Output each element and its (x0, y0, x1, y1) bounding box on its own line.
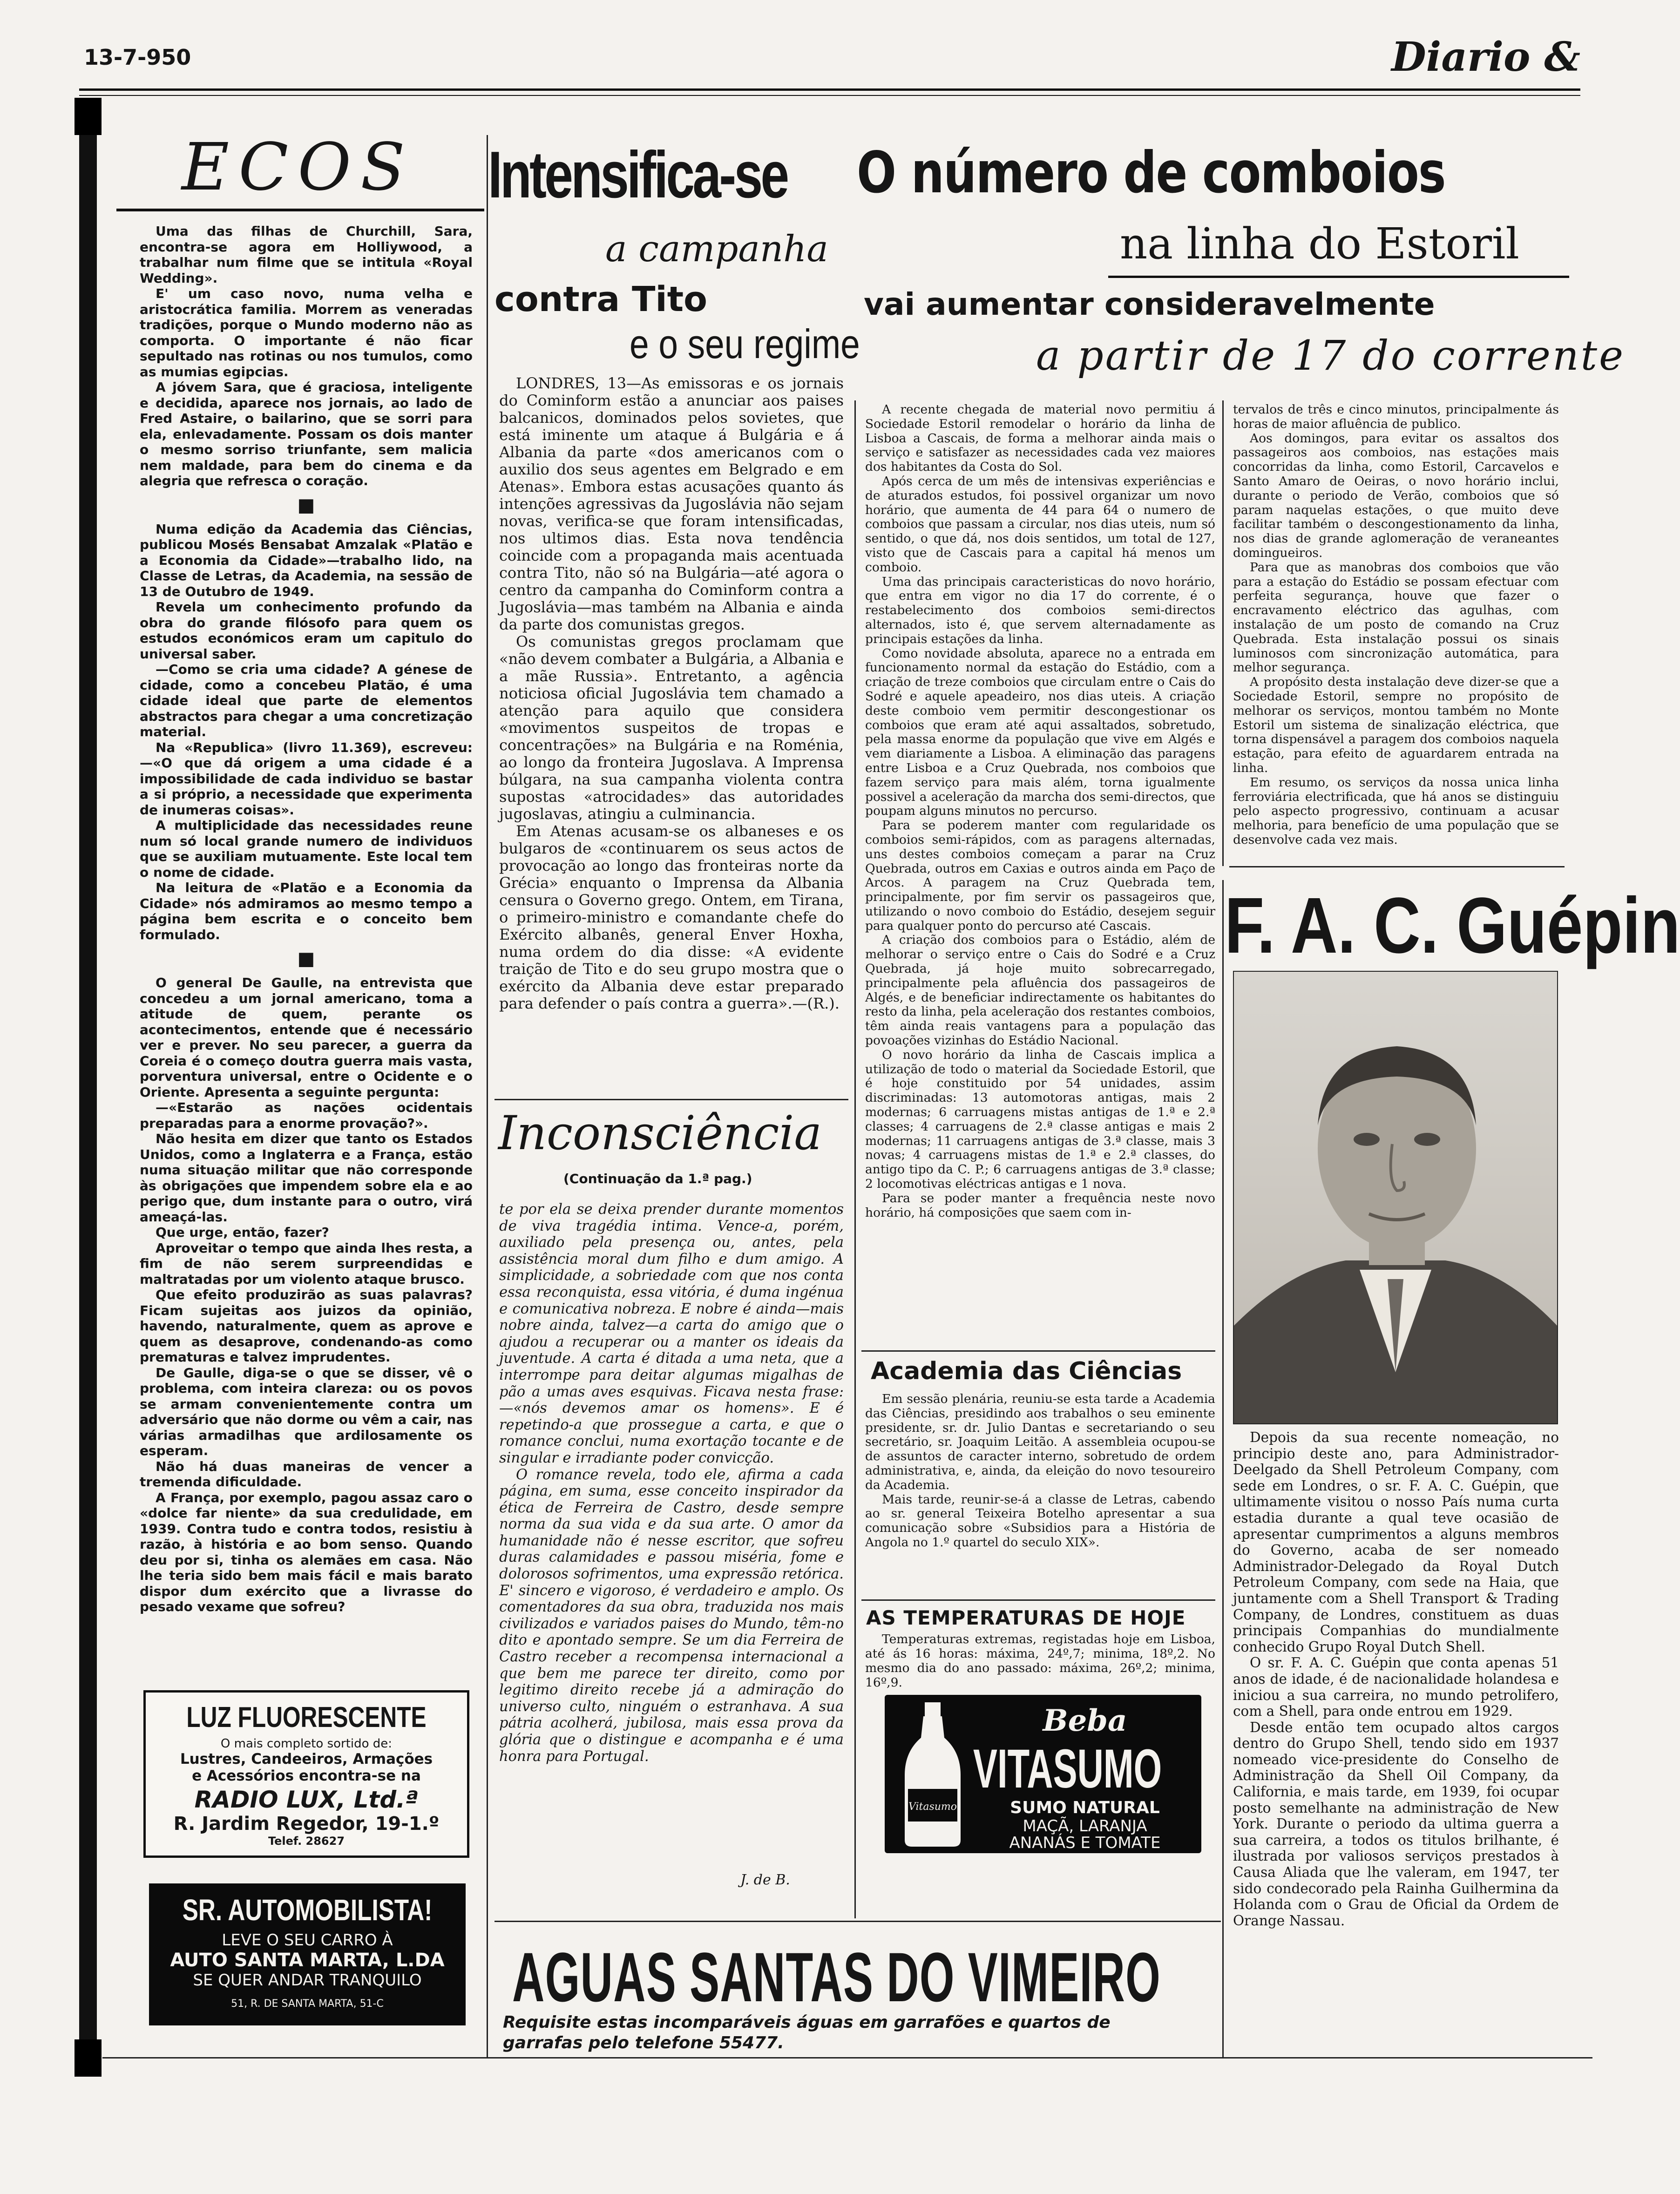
paragraph: A criação dos comboios para o Estádio, além de melhorar o serviço entre o Cais do Sodré e a Cruz Quebrada, já hoje muito sobrecarregado, principalmente pela afluência dos passageiros de Algés, e de beneficiar indirectamente os habitantes do resto da linha, pela aceleração dos restantes comboios, têm ainda reais vantagens para a população das povoações vizinhas do Estádio Nacional. (865, 933, 1215, 1048)
paragraph: O general De Gaulle, na entrevista que concedeu a um jornal americano, toma a atitude de quem, perante os acontecimentos, entende que é necessário ver e prever. No seu parecer, a guerra da Coreia é o começo doutra guerra mais vasta, porventura universal, entre o Ocidente e o Oriente. Apresenta a seguinte pergunta: (140, 975, 473, 1100)
paragraph: Revela um conhecimento profundo da obra do grande filósofo para quem os estudos económicos eram um capitulo do universal saber. (140, 599, 473, 662)
inconsciencia-article (499, 1201, 844, 1765)
paragraph: O romance revela, todo ele, afirma a cada página, em suma, esse conceito inspirador da ética de Ferreira de Castro, desde sempre norma da sua vida e da sua arte. O amor da humanidade não é nesse escritor, que sofreu duras calamidades e passou miséria, fome e dolorosos sofrimentos, uma expressão retórica. E' sincero e vigoroso, é verdadeiro e amplo. Os comentadores da sua obra, traduzida nos mais civilizados e variados paises do Mundo, têm-no dito e apontado sempre. Se um dia Ferreira de Castro receber a recompensa internacional a que bem me parece ter direito, como por legitimo direito recebe já a admiração do universo culto, ninguém o estranhava. A sua pátria acolherá, jubilosa, mais essa prova da glória que o distingue e acompanha e é uma honra para Portugal. (499, 1466, 844, 1765)
headline-inconsciencia: Inconsciência (498, 1106, 822, 1160)
left-border-bar (79, 98, 97, 2058)
paragraph: Mais tarde, reunir-se-á a classe de Letras, cabendo ao sr. general Teixeira Botelho apresentar a sua comunicação sobre «Subsidios para a História de Angola no 1.º quartel do seculo XIX». (865, 1492, 1215, 1550)
ad-line: e Acessórios encontra-se na (192, 1767, 421, 1784)
paragraph: Para se poder manter a frequência neste novo horário, há composições que saem com in- (865, 1191, 1215, 1220)
issue-date: 13-7-950 (84, 45, 191, 70)
paragraph: Para que as manobras dos comboios que vão para a estação do Estádio se possam efectuar com perfeita segurança, houve que fazer o encravamento eléctrico das agulhas, com instalação de um posto de comando na Cruz Quebrada. Esta instalação possui os sinais luminosos com sincronização automática, para melhor segurança. (1233, 560, 1559, 675)
paragraph: Em Atenas acusam-se os albaneses e os bulgaros de «continuarem os seus actos de provocação ao longo das fronteiras norte da Grécia» enquanto o Imprensa da Albania censura o Governo grego. Ontem, em Tirana, o primeiro-ministro e comandante chefe do Exército albanês, general Enver Hoxha, numa ordem do dia disse: «A evidente traição de Tito e do seu grupo mostra que o exército da Albania deve estar preparado para defender o país contra a guerra».—(R.). (499, 822, 844, 1012)
ad-aguas-santas-text: Requisite estas incomparáveis águas em garrafões e quartos de garrafas pelo telefone 55477. (503, 2013, 1111, 2052)
paragraph: Desde então tem ocupado altos cargos dentro do Grupo Shell, tendo sido em 1937 nomeado vice-presidente do Conselho de Administração da Shell Oil Company, da California, e mais tarde, em 1939, foi ocupar posto semelhante na administração de New York. Durante o periodo da ultima guerra a sua carreira, a todos os titulos brilhante, é ilustrada por valiosos serviços prestados à Causa Aliada que lhe valeram, em 1947, ter sido condecorado pela Rainha Guilhermina da Holanda com o Grau de Oficial da Ordem de Orange Nassau. (1233, 1719, 1559, 1929)
paragraph: Na leitura de «Platão e a Economia da Cidade» nós admiramos ao mesmo tempo a página bem escrita e o conceito bem formulado. (140, 880, 473, 942)
paragraph: Para se poderem manter com regularidade os comboios semi-rápidos, com as paragens alternadas, uns destes comboios começam a parar na Cruz Quebrada, outros em Caxias e outros ainda em Paço de Arcos. A paragem na Cruz Quebrada tem, principalmente, por fim servir os passageiros que, utilizando o novo comboio do Estádio, desejem seguir para qualquer ponto do percurso até Cascais. (865, 818, 1215, 933)
bottle-icon (898, 1700, 968, 1849)
ad-company: RADIO LUX, Ltd.ª (194, 1786, 419, 1813)
paragraph: O novo horário da linha de Cascais implica a utilização de todo o material da Sociedade Estoril, que é hoje constituido por 54 unidades, assim discriminadas: 13 automotoras antigas, mais 2 modernas; 6 carruagens mistas antigas de 1.ª e 2.ª classes; 4 carruagens de 2.ª classe antigas e mais 2 modernas; 11 carruagens antigas de 3.ª classe, mais 3 novas; 4 carruagens mistas de 1.ª e 2.ª classes, do antigo tipo da C. P.; 6 carruagens antigas de 3.ª classe; 2 locomotivas eléctricas antigas e 1 nova. (865, 1047, 1215, 1192)
headline-regime: e o seu regime (630, 321, 860, 367)
paragraph: Em sessão plenária, reuniu-se esta tarde a Academia das Ciências, presidindo aos trabalhos o seu eminente presidente, sr. dr. Julio Dantas e secretariando o seu secretário, sr. Joaquim Leitão. A assembleia ocupou-se de assuntos de caracter interno, sobretudo de ordem administrativa, e, ainda, da eleição do novo tesoureiro da Academia. (865, 1392, 1215, 1492)
section-rule (861, 1350, 1215, 1352)
ad-luz-fluorescente (143, 1690, 469, 1858)
ad-line: SUMO NATURAL (1010, 1798, 1160, 1817)
paragraph: Depois da sua recente nomeação, no principio deste ano, para Administrador-Deelgado da Shell Petroleum Company, com sede em Londres, o sr. F. A. C. Guépin, que ultimamente visitou o nosso País numa curta estadia durante a qual teve ocasião de apresentar cumprimentos a alguns membros do Governo, acaba de ser nomeado Administrador-Delegado da Royal Dutch Petroleum Company, com sede na Haia, que juntamente com a Shell Transport & Trading Company, de Londres, constituem as duas principais Companhias do mundialmente conhecido Grupo Royal Dutch Shell. (1233, 1429, 1559, 1655)
masthead: Diario & (1391, 34, 1580, 81)
continuation-note: (Continuação da 1.ª pag.) (563, 1171, 752, 1186)
ad-auto-santa-marta (149, 1883, 466, 2025)
column-rule (487, 135, 488, 2058)
ad-title: LUZ FLUORESCENTE (186, 1701, 427, 1734)
paragraph: Que urge, então, fazer? (156, 1225, 329, 1240)
academia-article (865, 1392, 1215, 1550)
paragraph: Os comunistas gregos proclamam que «não devem combater a Bulgária, a Albania e a mãe Russia». Entretanto, a agência noticiosa oficial Jugoslávia tem chamado a atenção para aquilo que considera «movimentos suspeitos de tropas e concentrações» na Bulgária e na Roménia, ao longo da fronteira Jugoslava. A Imprensa búlgara, na sua campanha violenta contra supostas «atrocidades» das autoridades jugoslavas, atingiu a culminancia. (499, 633, 844, 823)
comboios-column-1 (865, 403, 1215, 1220)
paragraph: A multiplicidade das necessidades reune num só local grande numero de individuos que se auxiliam mutuamente. Este local tem o nome de cidade. (140, 818, 473, 880)
section-rule (1229, 866, 1565, 867)
paragraph: —«Estarão as nações ocidentais preparadas para a enorme provação?». (140, 1100, 473, 1131)
headline-rule (1108, 276, 1569, 278)
paragraph: Não há duas maneiras de vencer a tremenda dificuldade. (140, 1458, 473, 1490)
ad-company: AUTO SANTA MARTA, L.DA (170, 1950, 445, 1971)
paragraph: Em resumo, os serviços da nossa unica linha ferroviária electrificada, que há anos se distinguiu pelo aspecto progressivo, continuam a acusar melhoria, para benefício de uma população que se desenvolve cada vez mais. (1233, 775, 1559, 847)
paragraph: te por ela se deixa prender durante momentos de viva tragédia intima. Vence-a, porém, auxiliado pela presença ou, antes, pela assistência moral dum filho e dum amigo. A simplicidade, a sobriedade com que nos conta essa reconquista, essa vitória, é duma ingénua e comunicativa nobreza. E nobre é ainda—mais nobre ainda, talvez—a carta do amigo que o ajudou a recuperar ou a manter os ideais da juventude. A carta é ditada a uma neta, que a interrompe para deitar algumas migalhas de pão a umas aves esquivas. Ficava nesta frase:—«nós devemos amar os homens». E é repetindo-a que prossegue a carta, e que o romance conclui, numa exortação tocante e de singular e irradiante poder convicção. (499, 1201, 844, 1466)
ad-beba: Beba (1043, 1703, 1127, 1738)
guepin-article (1233, 1429, 1559, 1929)
section-rule (861, 1599, 1215, 1601)
paragraph: Aproveitar o tempo que ainda lhes resta, a fim de não serem surpreendidas e maltratadas por um violento ataque brusco. (140, 1240, 473, 1287)
paragraph: A recente chegada de material novo permitiu á Sociedade Estoril remodelar o horário da linha de Lisboa a Cascais, de forma a melhorar ainda mais o serviço e satisfazer as necessidades cada vez maiores dos habitantes da Costa do Sol. (865, 402, 1215, 474)
paragraph: Após cerca de um mês de intensivas experiências e de aturados estudos, foi possivel organizar um novo horário, que aumenta de 44 para 64 o numero de comboios que passam a circular, nos dias uteis, num só sentido, o que dá, nos dois sentidos, um total de 127, visto que de Cascais para a capital há menos um comboio. (865, 474, 1215, 575)
paragraph: A jóvem Sara, que é graciosa, inteligente e decidida, aparece nos jornais, ao lado de Fred Astaire, o bailarino, que se sorri para ela, enlevadamente. Possam os dois manter o mesmo sorriso triunfante, sem malicia nem maldade, para bem do cinema e da alegria que refresca o coração. (140, 379, 473, 488)
section-separator-icon: ■ (297, 948, 315, 969)
left-border-block-bottom (75, 2039, 102, 2077)
paragraph: De Gaulle, diga-se o que se disser, vê o problema, com inteira clareza: ou os povos se armam convenientemente contra um adversário que não dorme ou vêm a cair, nas várias armadilhas que ardilosamente os esperam. (140, 1365, 473, 1458)
section-rule (495, 1099, 848, 1100)
tito-article (499, 375, 844, 1012)
paragraph: A França, por exemplo, pagou assaz caro o «dolce far niente» da sua credulidade, em 1939. Contra tudo e contra todos, resistiu à razão, à história e ao bom senso. Quando deu por si, tinha os alemães em casa. Não lhe teria sido bem mais fácil e mais barato dispor dum exército que a livrasse do pesado vexame que sofreu? (140, 1490, 473, 1614)
ad-line: ANANÁS E TOMATE (1009, 1834, 1161, 1852)
ad-title: SR. AUTOMOBILISTA! (182, 1893, 433, 1927)
headline-academia: Academia das Ciências (871, 1357, 1182, 1385)
paragraph: A propósito desta instalação deve dizer-se que a Sociedade Estoril, sempre no propósito de melhorar os serviços, montou também no Monte Estoril um sistema de sinalização eléctrica, que torna dispensável a paragem dos comboios naquela estação, para efeito de aguardarem entrada na linha. (1233, 675, 1559, 775)
top-rule (79, 88, 1580, 91)
headline-guepin: F. A. C. Guépin (1225, 881, 1680, 970)
paragraph: Na «Republica» (livro 11.369), escreveu: —«O que dá origem a uma cidade é a impossibilidade de cada individuo se bastar a si próprio, a necessidade que experimenta de inumeras coisas». (140, 739, 473, 818)
comboios-column-2 (1233, 403, 1559, 847)
ecos-title-rule (116, 209, 484, 211)
headline-temperaturas: AS TEMPERATURAS DE HOJE (866, 1606, 1186, 1629)
temperaturas-text (865, 1632, 1215, 1690)
left-border-block-top (75, 98, 102, 135)
paragraph: E' um caso novo, numa velha e aristocrática familia. Morrem as veneradas tradições, porque o Mundo moderno não as comporta. O importante é não ficar sepultado nas rotinas ou nos tumulos, como as mumias egipcias. (140, 286, 473, 379)
ad-line: MAÇÃ, LARANJA (1023, 1817, 1147, 1835)
section-rule (495, 1921, 1221, 1922)
ecos-title: ECOS (182, 129, 414, 205)
top-rule-thin (79, 95, 1580, 96)
headline-a-partir: a partir de 17 do corrente (1036, 332, 1626, 379)
paragraph: Temperaturas extremas, registadas hoje em Lisboa, até ás 16 horas: máxima, 24º,7; minima, 18º,2. No mesmo dia do ano passado: máxima, 26º,2; minima, 16º,9. (865, 1632, 1215, 1690)
paragraph: Que efeito produzirão as suas palavras? Ficam sujeitas aos juizos da opinião, havendo, naturalmente, quem as aprove e quem as desaprove, condenando-as como prematuras e talvez imprudentes. (140, 1287, 473, 1365)
paragraph: O sr. F. A. C. Guépin que conta apenas 51 anos de idade, é de nacionalidade holandesa e iniciou a sua carreira, no mundo petrolifero, com a Shell, para onde entrou em 1929. (1233, 1655, 1559, 1720)
ecos-section-1 (140, 223, 473, 1615)
headline-intensifica: Intensifica-se (488, 138, 787, 212)
paragraph: Uma das filhas de Churchill, Sara, encontra-se agora em Holliywood, a trabalhar num filme que se intitula «Royal Wedding». (140, 223, 473, 286)
headline-campanha: a campanha (605, 228, 828, 270)
column-rule (1222, 400, 1224, 866)
column-rule (1222, 880, 1224, 2058)
ad-line: O mais completo sortido de: (220, 1737, 393, 1751)
headline-linha-estoril: na linha do Estoril (1120, 219, 1519, 269)
bottle-label: Vitasumo (908, 1801, 957, 1813)
ad-brand: VITASUMO (973, 1738, 1162, 1800)
portrait-photo (1233, 971, 1558, 1424)
paragraph: Numa edição da Academia das Ciências, publicou Mosés Bensabat Amzalak «Platão e a Economia da Cidade»—trabalho lido, na Classe de Letras, da Academia, na sessão de 13 de Outubro de 1949. (140, 521, 473, 599)
ad-vitasumo (885, 1695, 1201, 1853)
ad-line: SE QUER ANDAR TRANQUILO (193, 1971, 422, 1990)
author-signature: J. de B. (740, 1872, 790, 1888)
paragraph: Não hesita em dizer que tanto os Estados Unidos, como a Inglaterra e a França, estão numa situação militar que não corresponde às obrigações que impendem sobre ela e ao perigo que, dum instante para o outro, virá ameaçá-las. (140, 1131, 473, 1225)
headline-contra-tito: contra Tito (495, 279, 708, 319)
paragraph: Como novidade absoluta, aparece no a entrada em funcionamento normal da estação do Estádio, com a criação de treze comboios que circulam entre o Cais do Sodré e aquele apeadeiro, nos dias uteis. A criação deste comboio vem permitir descongestionar os comboios que eram até aqui assaltados, sobretudo, pela massa enorme da população que vive em Algés e vem diariamente a Lisboa. A eliminação das paragens entre Lisboa e a Cruz Quebrada, nos comboios que fazem serviço para mais além, torna igualmente possivel a aceleração da marcha dos semi-directos, que poupam alguns minutos no percurso. (865, 646, 1215, 819)
paragraph: —Como se cria uma cidade? A génese de cidade, como a concebeu Platão, é uma cidade ideal que parte de elementos abstractos para chegar a uma concretização material. (140, 662, 473, 739)
headline-vai-aumentar: vai aumentar consideravelmente (864, 286, 1435, 322)
paragraph: tervalos de três e cinco minutos, principalmente ás horas de maior afluência de publico. (1233, 402, 1559, 431)
paragraph: Uma das principais caracteristicas do novo horário, que entra em vigor no dia 17 do corrente, é o restabelecimento dos comboios semi-directos alternados, isto é, que servem alternadamente as principais estações da linha. (865, 574, 1215, 646)
paragraph: LONDRES, 13—As emissoras e os jornais do Cominform estão a anunciar aos paises balcanicos, dominados pelos sovietes, que está iminente um ataque á Bulgária e á Albania da parte «dos americanos com o auxilio dos seus agentes em Belgrado e em Atenas». Embora estas acusações quanto ás intenções agressivas da Jugoslávia não sejam novas, verifica-se que foram intensificadas, nos ultimos dias. Esta nova tendência coincide com a propaganda mais acentuada contra Tito, não só na Bulgária—até agora o centro da campanha do Cominform contra a Jugoslávia—mas também na Albania e ainda da parte dos comunistas gregos. (499, 374, 844, 633)
ad-address: R. Jardim Regedor, 19-1.º (173, 1813, 440, 1835)
ad-line: Lustres, Candeeiros, Armações (180, 1751, 433, 1767)
ad-phone: Telef. 28627 (268, 1835, 345, 1848)
headline-numero-comboios: O número de comboios (857, 140, 1445, 206)
portrait-icon (1234, 972, 1557, 1423)
ad-line: LEVE O SEU CARRO À (222, 1931, 393, 1950)
bottom-rule (102, 2057, 1592, 2059)
column-rule (854, 400, 856, 1918)
ad-aguas-santas-title: AGUAS SANTAS DO VIMEIRO (512, 1938, 1161, 2016)
ad-address: 51, R. DE SANTA MARTA, 51-C (231, 1998, 384, 2010)
paragraph: Aos domingos, para evitar os assaltos dos passageiros aos comboios, nas estações mais concorridas da linha, como Estoril, Carcavelos e Santo Amaro de Oeiras, o novo horário inclui, durante o periodo de Verão, comboios que só param naquelas estações, o que muito deve facilitar também o descongestionamento da linha, nos dias de grande aglomeração de veraneantes domingueiros. (1233, 431, 1559, 560)
section-separator-icon: ■ (297, 494, 315, 516)
